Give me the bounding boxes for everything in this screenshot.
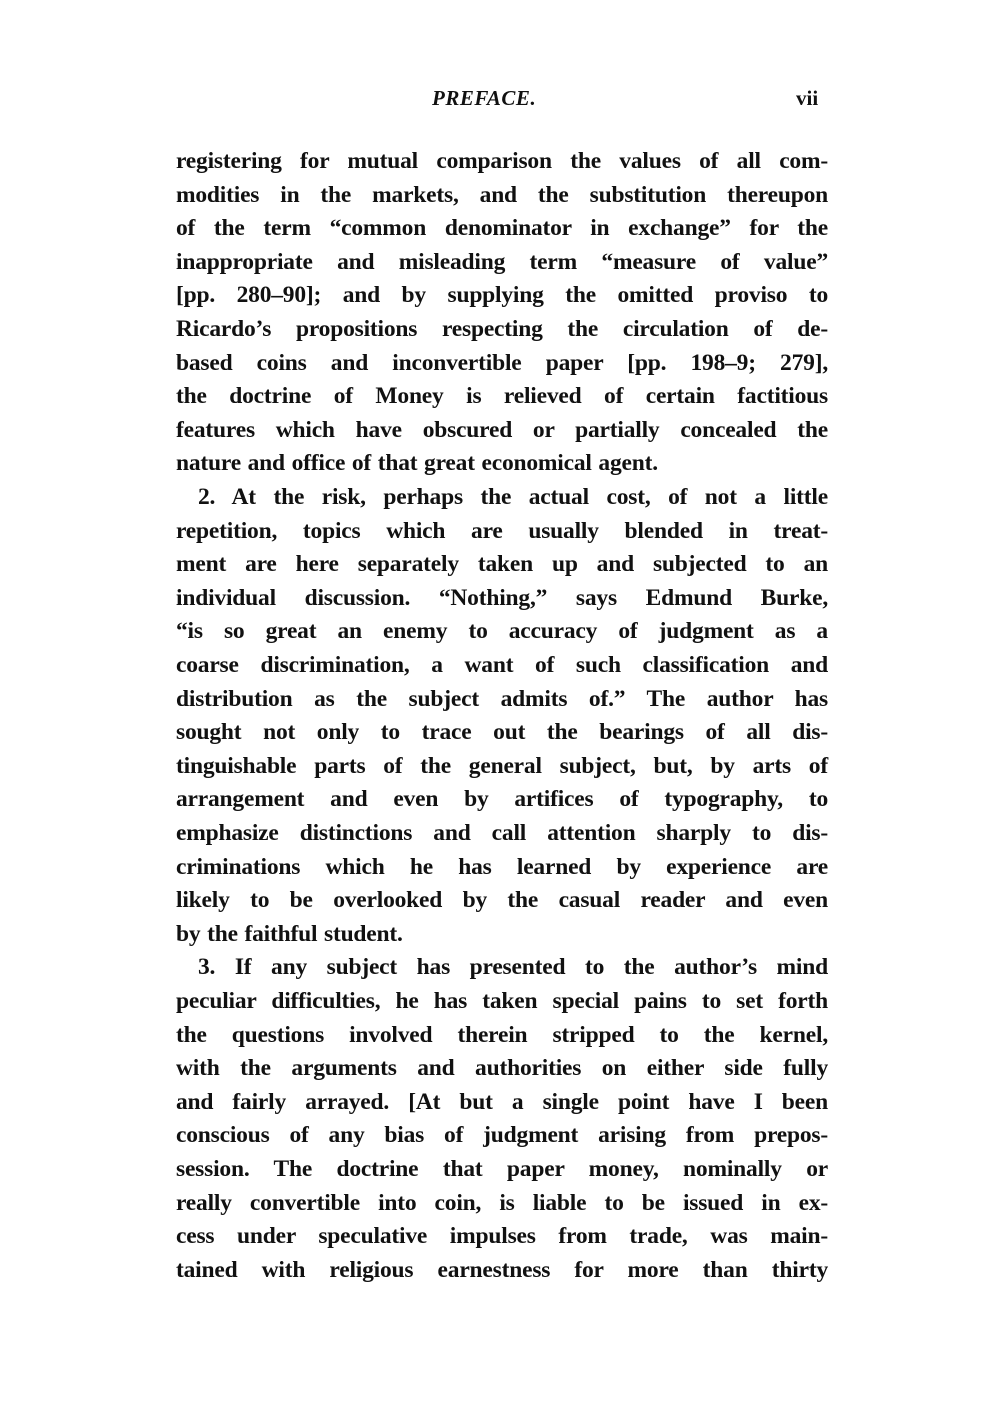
running-title: PREFACE.: [432, 86, 537, 110]
text-line: with the arguments and authorities on either side fully: [176, 1055, 828, 1082]
text-line: [pp. 280–90]; and by supplying the omitted proviso to: [176, 282, 828, 309]
text-line: by the faithful student.: [176, 920, 403, 947]
text-line: sought not only to trace out the bearings of all dis-: [176, 719, 828, 746]
text-line: “is so great an enemy to accuracy of judgment as a: [176, 618, 828, 645]
page-number: vii: [796, 86, 819, 110]
text-line: of the term “common denominator in exchange” for the: [176, 215, 828, 242]
text-line: distribution as the subject admits of.” The author has: [176, 685, 828, 712]
text-line: coarse discrimination, a want of such classification and: [176, 652, 828, 678]
text-line: repetition, topics which are usually blended in treat-: [176, 517, 828, 544]
text-line: cess under speculative impulses from trade, was main-: [176, 1223, 828, 1250]
text-line: individual discussion. “Nothing,” says Edmund Burke,: [176, 584, 828, 611]
text-line: modities in the markets, and the substitution thereupon: [176, 181, 828, 208]
text-line: 2. At the risk, perhaps the actual cost, of not a little: [198, 484, 828, 510]
text-line: ment are here separately taken up and subjected to an: [176, 551, 828, 578]
text-line: the doctrine of Money is relieved of certain factitious: [176, 383, 828, 410]
text-line: peculiar difficulties, he has taken special pains to set forth: [176, 988, 828, 1014]
text-line: session. The doctrine that paper money, nominally or: [176, 1156, 828, 1182]
text-line: registering for mutual comparison the values of all com-: [176, 148, 828, 174]
text-line: based coins and inconvertible paper [pp. 198–9; 279],: [176, 349, 828, 376]
text-line: the questions involved therein stripped to the kernel,: [176, 1021, 828, 1048]
text-line: emphasize distinctions and call attention sharply to dis-: [176, 820, 828, 846]
text-line: tinguishable parts of the general subject, but, by arts of: [176, 752, 828, 779]
text-line: 3. If any subject has presented to the author’s mind: [198, 954, 828, 981]
text-line: nature and office of that great economical agent.: [176, 450, 658, 477]
text-line: inappropriate and misleading term “measure of value”: [176, 248, 828, 275]
text-line: Ricardo’s propositions respecting the circulation of de-: [176, 316, 828, 342]
text-line: criminations which he has learned by experience are: [176, 853, 828, 880]
text-line: features which have obscured or partially concealed the: [176, 416, 828, 443]
text-line: and fairly arrayed. [At but a single point have I been: [176, 1088, 828, 1115]
text-line: arrangement and even by artifices of typography, to: [176, 786, 828, 813]
text-line: really convertible into coin, is liable to be issued in ex-: [176, 1189, 828, 1216]
text-line: likely to be overlooked by the casual reader and even: [176, 887, 828, 914]
text-line: conscious of any bias of judgment arising from prepos-: [176, 1122, 828, 1149]
text-line: tained with religious earnestness for more than thirty: [176, 1256, 828, 1283]
